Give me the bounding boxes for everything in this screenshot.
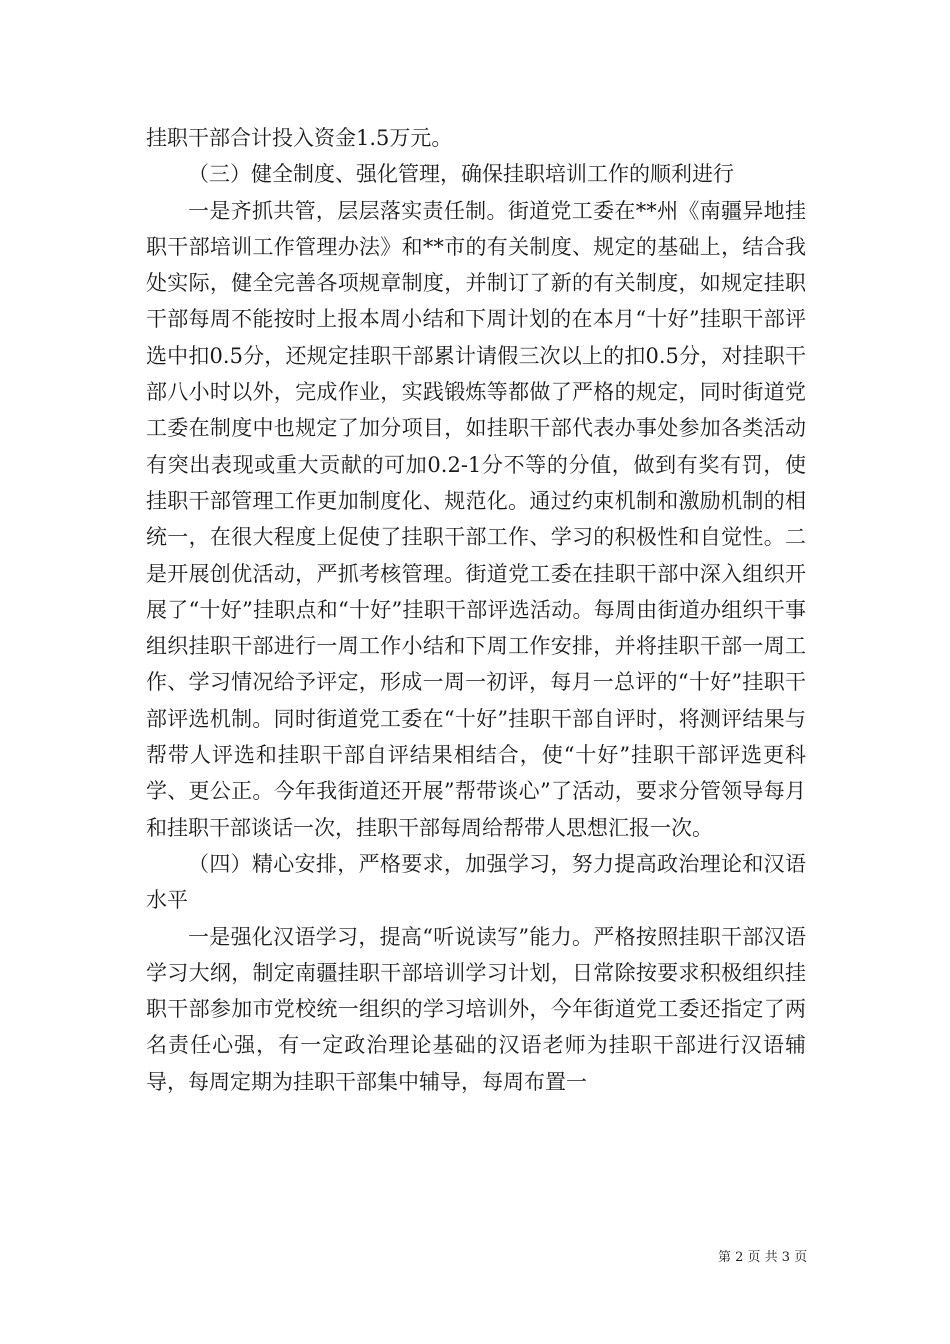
paragraph-management: 一是齐抓共管，层层落实责任制。街道党工委在**州《南疆异地挂职干部培训工作管理办法》和**市的有关制度、规定的基础上，结合我处实际，健全完善各项规章制度，并制订了新的有关制度，如规定挂职干部每周不能按时上报本周小结和下周计划的在本月“十好”挂职干部评选中扣0.5分，还规定挂职干部累计请假三次以上的扣0.5分，对挂职干部八小时以外，完成作业，实践锻炼等都做了严格的规定，同时街道党工委在制度中也规定了加分项目，如挂职干部代表办事处参加各类活动有突出表现或重大贡献的可加0.2-1分不等的分值，做到有奖有罚，使挂职干部管理工作更加制度化、规范化。通过约束机制和激励机制的相统一，在很大程度上促使了挂职干部工作、学习的积极性和自觉性。二是开展创优活动，严抓考核管理。街道党工委在挂职干部中深入组织开展了“十好”挂职点和“十好”挂职干部评选活动。每周由街道办组织干事组织挂职干部进行一周工作小结和下周工作安排，并将挂职干部一周工作、学习情况给予评定，形成一周一初评，每月一总评的“十好”挂职干部评选机制。同时街道党工委在“十好”挂职干部自评时，将测评结果与帮带人评选和挂职干部自评结果相结合，使“十好”挂职干部评选更科学、更公正。今年我街道还开展”帮带谈心”了活动，要求分管领导每月和挂职干部谈话一次，挂职干部每周给帮带人思想汇报一次。 — [146, 198, 806, 840]
page-number-footer: 第 2 页 共 3 页 — [718, 1250, 808, 1265]
document-body — [146, 120, 806, 1100]
section-heading-three: （三）健全制度、强化管理，确保挂职培训工作的顺利进行 — [188, 162, 734, 187]
paragraph-funding-total: 挂职干部合计投入资金1.5万元。 — [146, 126, 453, 150]
section-heading-four: （四）精心安排，严格要求，加强学习，努力提高政治理论和汉语水平 — [146, 851, 806, 913]
paragraph-language-study: 一是强化汉语学习，提高“听说读写”能力。严格按照挂职干部汉语学习大纲，制定南疆挂职干部培训学习计划，日常除按要求积极组织挂职干部参加市党校统一组织的学习培训外，今年街道党工委还指定了两名责任心强，有一定政治理论基础的汉语老师为挂职干部进行汉语辅导，每周定期为挂职干部集中辅导，每周布置一 — [146, 924, 806, 1094]
